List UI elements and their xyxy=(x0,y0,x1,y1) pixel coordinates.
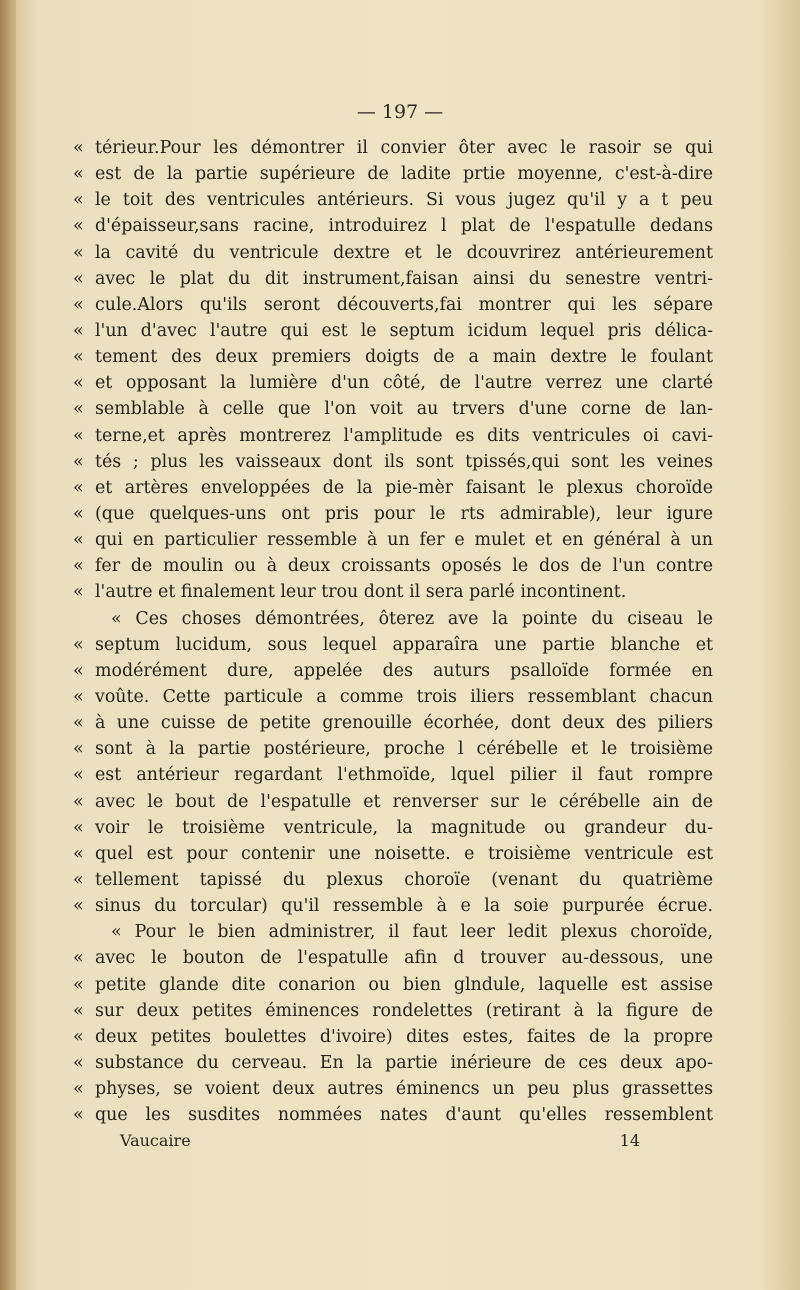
quote-mark: « xyxy=(73,1105,84,1126)
text-line xyxy=(73,867,713,893)
text-line xyxy=(73,789,713,815)
line-text: voûte. Cette particule a comme trois iliers ressemblant chacun xyxy=(95,686,713,707)
line-text: avec le bouton de l'espatulle afin d trouver au-dessous, une xyxy=(95,948,713,969)
text-line xyxy=(73,972,713,998)
page-number: — 197 — xyxy=(356,101,444,123)
line-text: voir le troisième ventricule, la magnitude ou grandeur du- xyxy=(95,817,713,838)
line-text: l'un d'avec l'autre qui est le septum icidum lequel pris délica- xyxy=(95,320,713,341)
text-line xyxy=(73,396,713,422)
text-line xyxy=(73,919,713,945)
line-text: deux petites boulettes d'ivoire) dites estes, faites de la propre xyxy=(95,1026,713,1047)
quote-mark: « xyxy=(73,190,84,211)
quote-mark: « xyxy=(73,686,84,707)
line-text: petite glande dite conarion ou bien glndule, laquelle est assise xyxy=(95,974,713,995)
text-line xyxy=(73,370,713,396)
quote-mark: « xyxy=(73,242,84,263)
quote-mark xyxy=(73,606,95,632)
line-text: « Pour le bien administrer, il faut leer ledit plexus choroïde, xyxy=(111,922,713,943)
body-text xyxy=(73,135,713,1128)
text-line xyxy=(73,632,713,658)
quote-mark: « xyxy=(73,974,84,995)
quote-mark: « xyxy=(73,713,84,734)
quote-mark: « xyxy=(73,896,84,917)
quote-mark xyxy=(73,919,95,945)
text-line xyxy=(73,815,713,841)
quote-mark: « xyxy=(73,1026,84,1047)
quote-mark: « xyxy=(73,582,84,603)
footer-author: Vaucaire xyxy=(120,1131,191,1150)
line-text: cule.Alors qu'ils seront découverts,fai montrer qui les sépare xyxy=(95,294,713,315)
line-text: tés ; plus les vaisseaux dont ils sont tpissés,qui sont les veines xyxy=(95,451,713,472)
line-text: quel est pour contenir une noisette. e troisième ventricule est xyxy=(95,843,713,864)
line-text: tement des deux premiers doigts de a main dextre le foulant xyxy=(95,347,713,368)
line-text: « Ces choses démontrées, ôterez ave la pointe du ciseau le xyxy=(111,608,713,629)
text-line xyxy=(73,606,713,632)
quote-mark: « xyxy=(73,347,84,368)
text-line xyxy=(73,1102,713,1128)
line-text: est de la partie supérieure de ladite prtie moyenne, c'est-à-dire xyxy=(95,164,713,185)
text-line xyxy=(73,135,713,161)
quote-mark: « xyxy=(73,138,84,158)
text-line xyxy=(73,266,713,292)
text-line xyxy=(73,684,713,710)
quote-mark: « xyxy=(73,869,84,890)
text-line xyxy=(73,161,713,187)
quote-mark: « xyxy=(73,660,84,681)
text-line xyxy=(73,553,713,579)
page-gutter-shadow xyxy=(0,0,16,1290)
text-line xyxy=(73,240,713,266)
quote-mark: « xyxy=(73,425,84,446)
line-text: qui en particulier ressemble à un fer e mulet et en général à un xyxy=(95,530,713,551)
text-line xyxy=(73,423,713,449)
text-line xyxy=(73,1050,713,1076)
text-line xyxy=(73,292,713,318)
text-line xyxy=(73,527,713,553)
line-text: la cavité du ventricule dextre et le dcouvrirez antérieurement xyxy=(95,242,713,263)
text-line xyxy=(73,1076,713,1102)
line-text: sont à la partie postérieure, proche l cérébelle et le troisième xyxy=(95,739,713,760)
line-text: sinus du torcular) qu'il ressemble à e la soie purpurée écrue. xyxy=(95,896,713,917)
line-text: et artères enveloppées de la pie-mèr faisant le plexus choroïde xyxy=(95,477,713,498)
quote-mark: « xyxy=(73,843,84,864)
line-text: térieur.Pour les démontrer il convier ôter avec le rasoir se qui xyxy=(95,138,713,158)
quote-mark: « xyxy=(73,1000,84,1021)
text-line xyxy=(73,449,713,475)
quote-mark: « xyxy=(73,268,84,289)
quote-mark: « xyxy=(73,1052,84,1073)
page-footer xyxy=(120,1131,640,1150)
text-line xyxy=(73,762,713,788)
text-line xyxy=(73,187,713,213)
text-line xyxy=(73,710,713,736)
text-line xyxy=(73,344,713,370)
quote-mark: « xyxy=(73,399,84,420)
quote-mark: « xyxy=(73,451,84,472)
text-line xyxy=(73,658,713,684)
quote-mark: « xyxy=(73,556,84,577)
quote-mark: « xyxy=(73,765,84,786)
text-line xyxy=(73,945,713,971)
line-text: semblable à celle que l'on voit au trvers d'une corne de lan- xyxy=(95,399,713,420)
text-line xyxy=(73,318,713,344)
text-line xyxy=(73,841,713,867)
line-text: le toit des ventricules antérieurs. Si vous jugez qu'il y a t peu xyxy=(95,190,713,211)
line-text: (que quelques-uns ont pris pour le rts admirable), leur igure xyxy=(95,503,713,524)
quote-mark: « xyxy=(73,739,84,760)
quote-mark: « xyxy=(73,1079,84,1100)
line-text: modérément dure, appelée des auturs psalloïde formée en xyxy=(95,660,713,681)
text-line xyxy=(73,736,713,762)
text-line xyxy=(73,501,713,527)
quote-mark: « xyxy=(73,294,84,315)
line-text: et opposant la lumière d'un côté, de l'autre verrez une clarté xyxy=(95,373,713,394)
quote-mark: « xyxy=(73,216,84,237)
text-line xyxy=(73,213,713,239)
line-text: physes, se voient deux autres éminencs un peu plus grassettes xyxy=(95,1079,713,1100)
line-text: avec le plat du dit instrument,faisan ainsi du senestre ventri- xyxy=(95,268,713,289)
line-text: que les susdites nommées nates d'aunt qu'elles ressemblent xyxy=(95,1105,713,1126)
footer-signature: 14 xyxy=(619,1131,640,1150)
quote-mark: « xyxy=(73,164,84,185)
quote-mark: « xyxy=(73,503,84,524)
line-text: d'épaisseur,sans racine, introduirez l plat de l'espatulle dedans xyxy=(95,216,713,237)
quote-mark: « xyxy=(73,477,84,498)
quote-mark: « xyxy=(73,320,84,341)
quote-mark: « xyxy=(73,373,84,394)
line-text: l'autre et finalement leur trou dont il sera parlé incontinent. xyxy=(95,582,627,603)
quote-mark: « xyxy=(73,634,84,655)
line-text: terne,et après montrerez l'amplitude es dits ventricules oi cavi- xyxy=(95,425,713,446)
line-text: est antérieur regardant l'ethmoïde, lquel pilier il faut rompre xyxy=(95,765,713,786)
quote-mark: « xyxy=(73,817,84,838)
text-line xyxy=(73,1024,713,1050)
quote-mark: « xyxy=(73,791,84,812)
text-line xyxy=(73,893,713,919)
text-line xyxy=(73,998,713,1024)
line-text: septum lucidum, sous lequel apparaîra une partie blanche et xyxy=(95,634,713,655)
text-line xyxy=(73,579,713,605)
line-text: avec le bout de l'espatulle et renverser sur le cérébelle ain de xyxy=(95,791,713,812)
line-text: tellement tapissé du plexus choroïe (venant du quatrième xyxy=(95,869,713,890)
line-text: à une cuisse de petite grenouille écorhée, dont deux des piliers xyxy=(95,713,713,734)
quote-mark: « xyxy=(73,948,84,969)
line-text: fer de moulin ou à deux croissants oposés le dos de l'un contre xyxy=(95,556,713,577)
text-line xyxy=(73,475,713,501)
quote-mark: « xyxy=(73,530,84,551)
line-text: sur deux petites éminences rondelettes (retirant à la figure de xyxy=(95,1000,713,1021)
line-text: substance du cerveau. En la partie inérieure de ces deux apo- xyxy=(95,1052,713,1073)
